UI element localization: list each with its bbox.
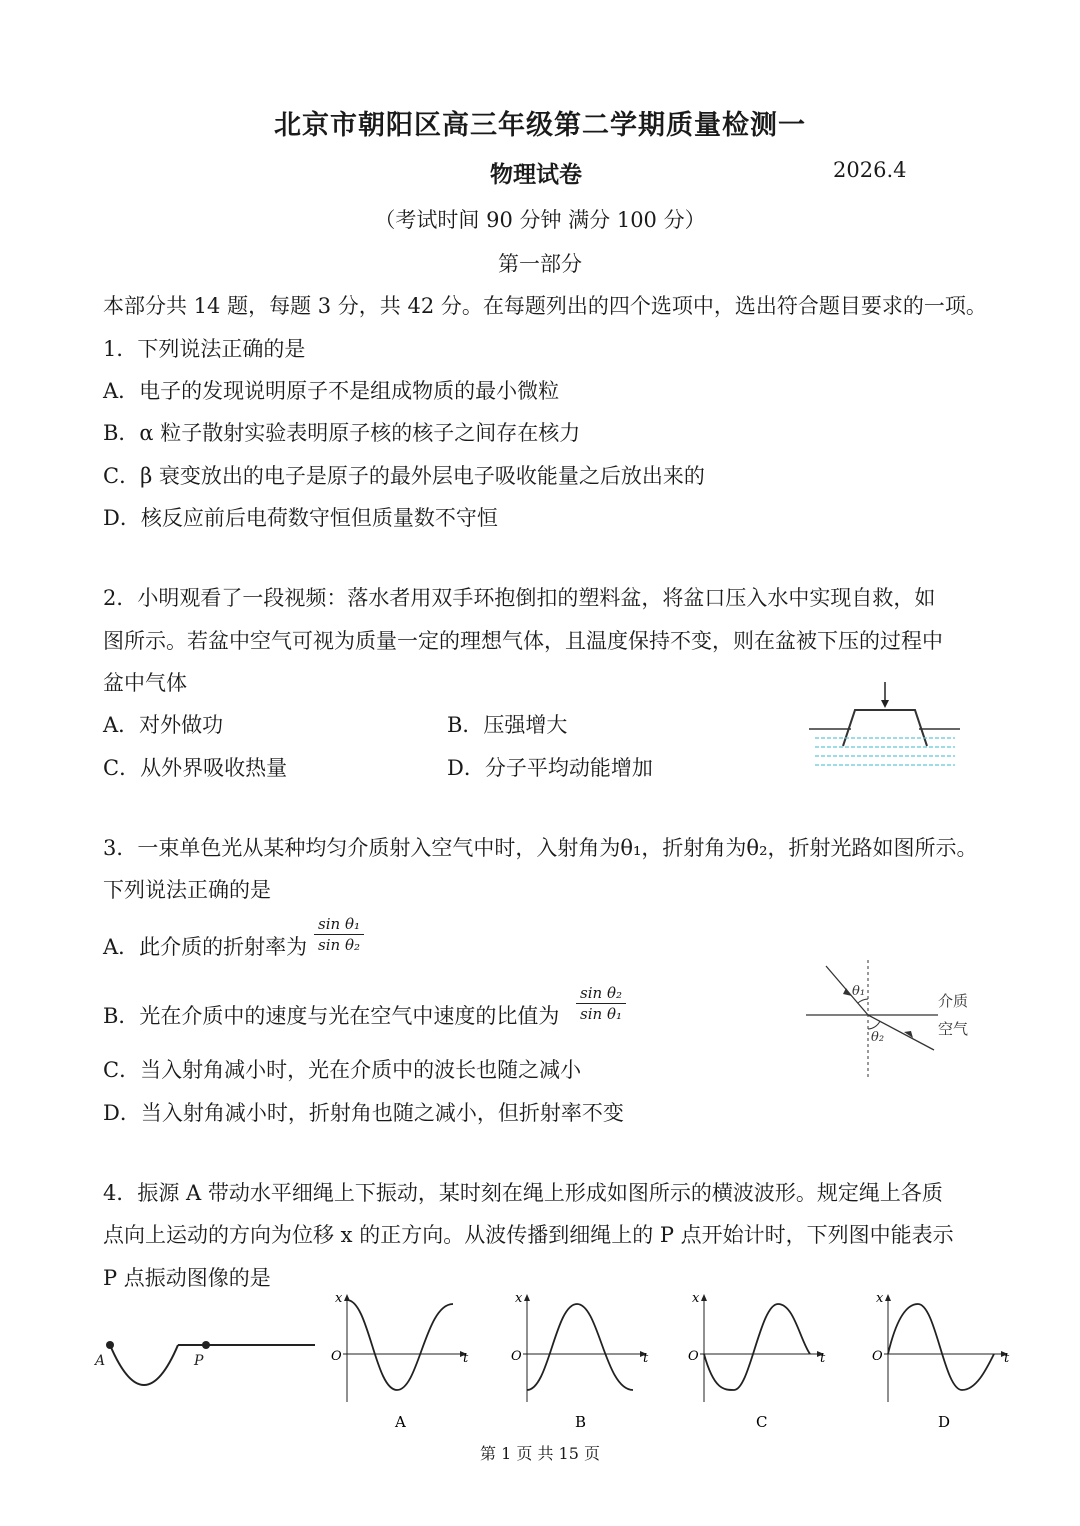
q3-option-b: B．光在介质中的速度与光在空气中速度的比值为: [103, 1004, 560, 1028]
q3-stem-line-1: 3．一束单色光从某种均匀介质射入空气中时，入射角为θ₁，折射角为θ₂，折射光路如图所示。: [103, 836, 978, 860]
graph-d-label: D: [938, 1413, 951, 1431]
origin-label: O: [688, 1349, 699, 1364]
q2-option-b: B．压强增大: [447, 713, 568, 737]
q2-stem-line-2: 图所示。若盆中空气可视为质量一定的理想气体，且温度保持不变，则在盆被下压的过程中: [103, 629, 943, 653]
rope-wave: [110, 1345, 178, 1385]
x-axis-arrow: [885, 1294, 891, 1301]
t-axis-label: t: [463, 1351, 469, 1366]
page-footer: 第 1 页 共 15 页: [480, 1444, 600, 1463]
basin-outline: [843, 710, 927, 746]
medium-label: 介质: [938, 992, 969, 1010]
q2-option-c: C．从外界吸收热量: [103, 756, 288, 780]
exam-title: 北京市朝阳区高三年级第二学期质量检测一: [274, 110, 806, 141]
label-p: P: [194, 1353, 204, 1369]
theta1-arc: [858, 999, 868, 1003]
q1-option-b: B．α 粒子散射实验表明原子核的核子之间存在核力: [103, 421, 581, 445]
x-axis-arrow: [701, 1294, 707, 1301]
q3-option-a-denominator: sin θ₂: [318, 936, 360, 954]
q4-graph-a: [325, 1290, 475, 1435]
q4-stem-line-2: 点向上运动的方向为位移 x 的正方向。从波传播到细绳上的 P 点开始计时，下列图中能表示: [103, 1223, 954, 1247]
q4-graph-b: [505, 1290, 655, 1435]
x-axis-label: x: [876, 1291, 884, 1306]
q4-graph-c: [682, 1290, 832, 1435]
q3-option-a-numerator: sin θ₁: [318, 915, 360, 933]
q3-option-d: D．当入射角减小时，折射角也随之减小，但折射率不变: [103, 1101, 624, 1125]
exam-info: （考试时间 90 分钟 满分 100 分）: [374, 208, 706, 232]
q3-option-c: C．当入射角减小时，光在介质中的波长也随之减小: [103, 1058, 582, 1082]
q2-stem-line-3: 盆中气体: [103, 671, 187, 695]
label-a: A: [95, 1353, 106, 1369]
x-axis-label: x: [335, 1291, 343, 1306]
q3-option-b-numerator: sin θ₂: [580, 984, 622, 1002]
theta2-label: θ₂: [871, 1030, 885, 1045]
q3-option-b-fraction: [576, 984, 626, 1023]
q4-rope-figure: [90, 1325, 320, 1395]
graph-c-label: C: [756, 1413, 768, 1431]
curve-d: [888, 1304, 994, 1390]
part-heading: 第一部分: [498, 252, 582, 276]
q1-option-d: D．核反应前后电荷数守恒但质量数不守恒: [103, 506, 498, 530]
curve-a: [347, 1300, 453, 1390]
exam-date: 2026.4: [833, 158, 907, 182]
graph-a-label: A: [395, 1413, 406, 1431]
t-axis-label: t: [643, 1351, 649, 1366]
q1-stem: 1．下列说法正确的是: [103, 337, 306, 361]
q3-option-a-fraction: [314, 915, 364, 954]
x-axis-arrow: [524, 1294, 530, 1301]
origin-label: O: [331, 1349, 342, 1364]
q4-stem-line-1: 4．振源 A 带动水平细绳上下振动，某时刻在绳上形成如图所示的横波波形。规定绳上各质: [103, 1181, 943, 1205]
fraction-bar: [314, 934, 364, 935]
q3-stem-line-2: 下列说法正确的是: [103, 878, 271, 902]
q3-option-a: A．此介质的折射率为: [103, 935, 308, 959]
fraction-bar: [576, 1003, 626, 1004]
q2-option-d: D．分子平均动能增加: [447, 756, 653, 780]
q3-refraction-figure: [800, 958, 980, 1083]
x-axis-label: x: [692, 1291, 700, 1306]
q1-option-a: A．电子的发现说明原子不是组成物质的最小微粒: [103, 379, 560, 403]
q2-option-a: A．对外做功: [103, 713, 224, 737]
graph-b-label: B: [575, 1413, 587, 1431]
q2-stem-line-1: 2．小明观看了一段视频：落水者用双手环抱倒扣的塑料盆，将盆口压入水中实现自救，如: [103, 586, 936, 610]
q4-stem-line-3: P 点振动图像的是: [103, 1266, 271, 1290]
subject-title: 物理试卷: [490, 161, 582, 188]
curve-c: [704, 1304, 810, 1390]
q2-basin-figure: [805, 680, 965, 770]
t-axis-label: t: [1004, 1351, 1010, 1366]
q3-option-b-denominator: sin θ₁: [580, 1005, 622, 1023]
origin-label: O: [872, 1349, 883, 1364]
point-p: [202, 1341, 210, 1349]
source-point-a: [106, 1341, 114, 1349]
curve-b: [527, 1304, 633, 1390]
push-arrow-head: [881, 700, 889, 708]
q4-graph-d: [866, 1290, 1016, 1435]
x-axis-label: x: [515, 1291, 523, 1306]
t-axis-label: t: [820, 1351, 826, 1366]
theta2-arc: [868, 1021, 880, 1029]
origin-label: O: [511, 1349, 522, 1364]
incident-arrow: [843, 988, 852, 996]
theta1-label: θ₁: [852, 984, 866, 999]
q1-option-c: C．β 衰变放出的电子是原子的最外层电子吸收能量之后放出来的: [103, 464, 705, 488]
air-label: 空气: [938, 1020, 969, 1038]
instructions: 本部分共 14 题，每题 3 分，共 42 分。在每题列出的四个选项中，选出符合题目要求的一项。: [103, 294, 987, 318]
